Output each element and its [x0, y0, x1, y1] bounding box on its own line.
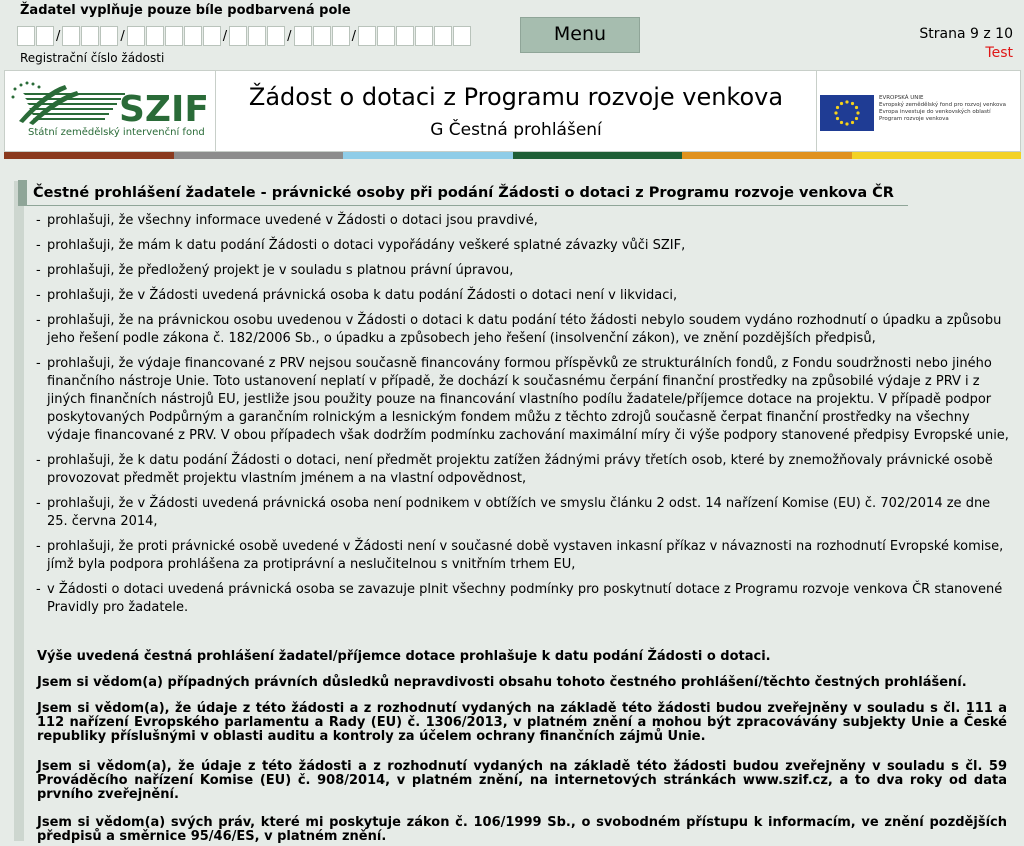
declaration-item: - prohlašuji, že všechny informace uvedené v Žádosti o dotaci jsou pravdivé, [36, 212, 1011, 230]
color-stripe [4, 152, 1021, 159]
szif-logo [5, 71, 216, 151]
reg-cell[interactable] [62, 26, 80, 46]
logo-subtitle: Státní zemědělský intervenční fond [28, 127, 205, 138]
top-bar [0, 0, 1024, 70]
stripe-segment [4, 152, 174, 159]
eu-line: Evropský zemědělský fond pro rozvoj venkova [879, 102, 1007, 108]
declaration-item: - prohlašuji, že v Žádosti uvedená právnická osoba k datu podání Žádosti o dotaci není v likvidaci, [36, 287, 1011, 305]
separator: / [56, 28, 61, 44]
reg-cell[interactable] [377, 26, 395, 46]
statement: Jsem si vědom(a) svých práv, které mi poskytuje zákon č. 106/1999 Sb., o svobodném přístupu k informacím, ve znění pozdějších předpisů a směrnice 95/46/ES, v platném znění. [37, 815, 1007, 844]
registration-label: Registrační číslo žádosti [20, 51, 165, 65]
reg-cell[interactable] [294, 26, 312, 46]
eu-stars [820, 95, 874, 131]
declaration-item: - prohlašuji, že k datu podání Žádosti o dotaci, není předmět projektu zatížen žádnými právy třetích osob, které by znemožňovaly právnické osobě provozovat předmět projektu vlastním jménem a na vlastní odpovědnost, [36, 452, 1011, 488]
reg-cell[interactable] [229, 26, 247, 46]
registration-number-fields [17, 25, 472, 47]
reg-cell[interactable] [17, 26, 35, 46]
eu-text [879, 95, 1019, 123]
separator: / [287, 28, 292, 44]
eu-line: EVROPSKÁ UNIE [879, 95, 924, 101]
reg-cell[interactable] [146, 26, 164, 46]
szif-logo-graphic [5, 71, 215, 151]
declarations-section [14, 168, 1020, 846]
environment-label: Test [985, 45, 1013, 61]
reg-cell[interactable] [36, 26, 54, 46]
eu-flag-icon [820, 95, 874, 131]
declaration-item: - prohlašuji, že na právnickou osobu uvedenou v Žádosti o dotaci k datu podání této žádosti nebylo soudem vydáno rozhodnutí o úpadku a způsobu jeho řešení podle zákona č. 182/2006 Sb., o úpadku a způsobech jeho řešení (insolvenční zákon), ve znění pozdějších předpisů, [36, 312, 1011, 348]
reg-cell[interactable] [453, 26, 471, 46]
reg-cell[interactable] [248, 26, 266, 46]
statement: Jsem si vědom(a) případných právních důsledků nepravdivosti obsahu tohoto čestného prohlášení/těchto čestných prohlášení. [37, 675, 967, 690]
declaration-item: - v Žádosti o dotaci uvedená právnická osoba se zavazuje plnit všechny podmínky pro poskytnutí dotace z Programu rozvoje venkova ČR stanovené Pravidly pro žadatele. [36, 581, 1011, 617]
separator: / [120, 28, 125, 44]
form-header [4, 70, 1021, 152]
reg-cell[interactable] [100, 26, 118, 46]
reg-cell[interactable] [267, 26, 285, 46]
declaration-item: - prohlašuji, že proti právnické osobě uvedené v Žádosti není v současné době vystaven inkasní příkaz v návaznosti na rozhodnutí Evropské komise, jímž byla podpora prohlášena za protiprávní a neslučitelnou s vnitřním trhem EU, [36, 538, 1011, 574]
declaration-item: - prohlašuji, že v Žádosti uvedená právnická osoba není podnikem v obtížích ve smyslu článku 2 odst. 14 nařízení Komise (EU) č. 702/2014 ze dne 25. června 2014, [36, 495, 1011, 531]
fill-notice: Žadatel vyplňuje pouze bíle podbarvená pole [20, 3, 351, 18]
menu-button[interactable]: Menu [520, 17, 640, 53]
reg-cell[interactable] [81, 26, 99, 46]
page-title: Žádost o dotaci z Programu rozvoje venkova [248, 83, 784, 111]
reg-cell[interactable] [127, 26, 145, 46]
stripe-segment [513, 152, 683, 159]
statement: Výše uvedená čestná prohlášení žadatel/příjemce dotace prohlašuje k datu podání Žádosti o dotaci. [37, 649, 771, 664]
reg-cell[interactable] [165, 26, 183, 46]
declaration-item: - prohlašuji, že předložený projekt je v souladu s platnou právní úpravou, [36, 262, 1011, 280]
reg-cell[interactable] [415, 26, 433, 46]
stripe-segment [174, 152, 344, 159]
stripe-segment [852, 152, 1022, 159]
stripe-segment [343, 152, 513, 159]
eu-line: Program rozvoje venkova [879, 116, 949, 122]
section-title: Čestné prohlášení žadatele - právnické osoby při podání Žádosti o dotaci z Programu rozvoje venkova ČR [18, 180, 908, 206]
declaration-item: - prohlašuji, že výdaje financované z PRV nejsou současně financovány formou příspěvků ze strukturálních fondů, z Fondu soudržnosti nebo jiného finančního nástroje Unie. Toto ustanovení neplatí v případě, že dochází k současnému čerpání finanční prostředky na způsobilé výdaje z PRV i z jiných finančních nástrojů EU, jestliže jsou použity pouze na financování vlastního podílu žadatele/příjemce dotace na projektu. V případě podpor poskytovaných Podpůrným a garančním rolnickým a lesnickým fondem můžu z těchto zdrojů současně čerpat finanční prostředky na všechny výdaje financované z PRV. V obou případech však dodržím podmínku zachování maximální míry či výše podpory stanovené předpisy Evropské unie, [36, 355, 1011, 445]
page-indicator: Strana 9 z 10 [919, 26, 1013, 42]
title-block [216, 71, 817, 151]
eu-logo [817, 71, 1021, 151]
reg-cell[interactable] [313, 26, 331, 46]
statement: Jsem si vědom(a), že údaje z této žádosti a z rozhodnutí vydaných na základě této žádosti budou zveřejněny v souladu s čl. 59 Prováděcího nařízení Komise (EU) č. 908/2014, v platném znění, na internetových stránkách www.szif.cz, a to dva roky od data prvního zveřejnění. [37, 759, 1007, 802]
reg-cell[interactable] [396, 26, 414, 46]
reg-cell[interactable] [358, 26, 376, 46]
declaration-item: - prohlašuji, že mám k datu podání Žádosti o dotaci vypořádány veškeré splatné závazky vůči SZIF, [36, 237, 1011, 255]
reg-cell[interactable] [332, 26, 350, 46]
logo-text: SZIF [119, 89, 210, 130]
stripe-segment [682, 152, 852, 159]
eu-line: Evropa investuje do venkovských oblastí [879, 109, 991, 115]
reg-cell[interactable] [184, 26, 202, 46]
page-subtitle: G Čestná prohlášení [430, 120, 602, 140]
reg-cell[interactable] [434, 26, 452, 46]
statement: Jsem si vědom(a), že údaje z této žádosti a z rozhodnutí vydaných na základě této žádosti budou zveřejněny v souladu s čl. 111 a 112 nařízení Evropského parlamentu a Rady (EU) č. 1306/2013, v platném znění a mohou být zpracovávány subjekty Unie a České republiky příslušnými v oblasti auditu a kontroly za účelem ochrany finančních zájmů Unie. [37, 701, 1007, 744]
declaration-list [36, 212, 1011, 624]
separator: / [222, 28, 228, 44]
reg-cell[interactable] [203, 26, 221, 46]
separator: / [351, 28, 356, 44]
